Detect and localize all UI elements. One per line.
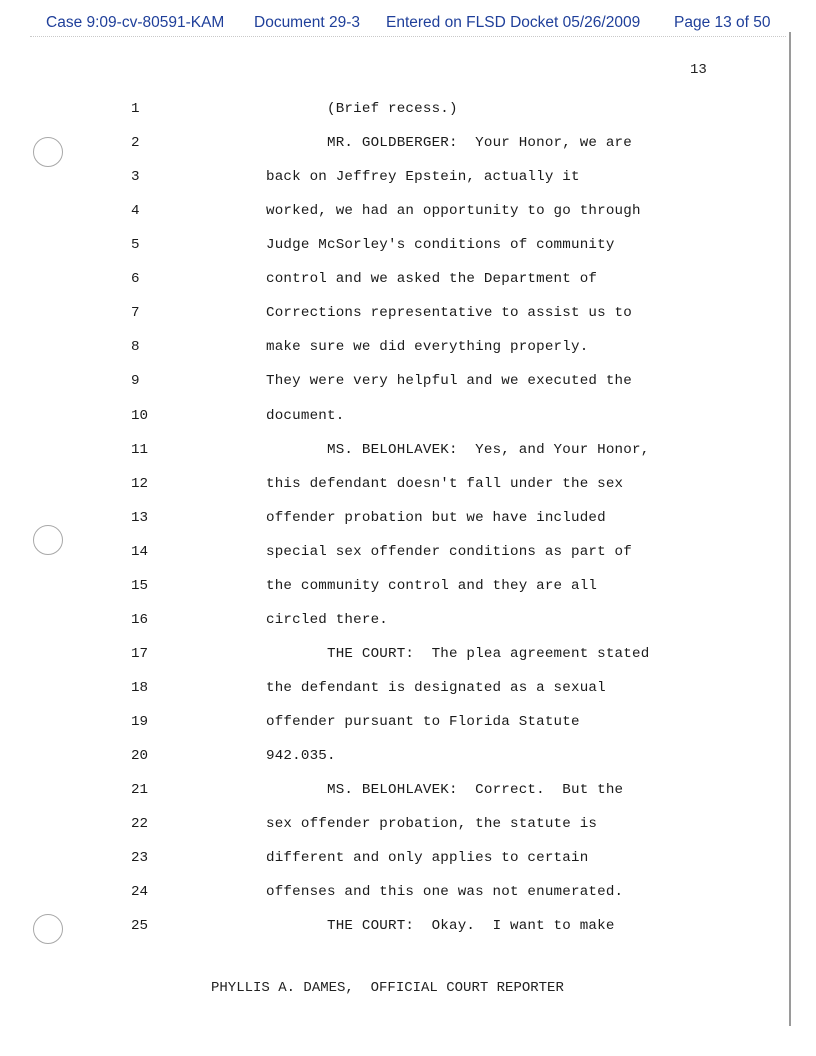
transcript-line <box>0 169 780 189</box>
line-number: 9 <box>131 373 140 390</box>
line-text: the defendant is designated as a sexual <box>266 680 606 697</box>
line-text: MS. BELOHLAVEK: Yes, and Your Honor, <box>327 441 650 458</box>
line-number: 19 <box>131 714 149 731</box>
line-number: 12 <box>131 475 149 492</box>
line-number: 18 <box>131 680 149 697</box>
transcript-line <box>0 714 780 734</box>
line-number: 16 <box>131 611 149 628</box>
document-number: Document 29-3 <box>254 14 360 31</box>
page-right-border <box>789 32 791 1026</box>
line-text: control and we asked the Department of <box>266 271 598 288</box>
line-text: make sure we did everything properly. <box>266 339 589 356</box>
line-text: THE COURT: The plea agreement stated <box>327 645 650 662</box>
header-divider <box>30 36 786 37</box>
transcript-line <box>0 918 780 938</box>
line-number: 10 <box>131 407 149 424</box>
line-text: They were very helpful and we executed the <box>266 373 632 390</box>
transcript-line <box>0 476 780 496</box>
line-text: MS. BELOHLAVEK: Correct. But the <box>327 782 624 799</box>
line-number: 2 <box>131 135 140 152</box>
line-text: back on Jeffrey Epstein, actually it <box>266 169 580 186</box>
line-number: 6 <box>131 271 140 288</box>
line-number: 4 <box>131 203 140 220</box>
footer-text: PHYLLIS A. DAMES, OFFICIAL COURT REPORTER <box>211 980 564 996</box>
docket-entry-date: Entered on FLSD Docket 05/26/2009 <box>386 14 641 31</box>
transcript-line <box>0 442 780 462</box>
line-number: 8 <box>131 339 140 356</box>
line-number: 22 <box>131 816 149 833</box>
transcript-line <box>0 782 780 802</box>
transcript-line <box>0 101 780 121</box>
line-text: Corrections representative to assist us to <box>266 305 632 322</box>
line-text: (Brief recess.) <box>327 101 458 117</box>
line-text: this defendant doesn't fall under the sex <box>266 475 624 492</box>
transcript-line <box>0 305 780 325</box>
transcript-line <box>0 748 780 768</box>
line-number: 17 <box>131 645 149 662</box>
line-text: special sex offender conditions as part of <box>266 543 632 560</box>
line-number: 25 <box>131 918 149 935</box>
line-text: Judge McSorley's conditions of community <box>266 237 615 254</box>
transcript-page-number: 13 <box>690 62 707 78</box>
transcript-line <box>0 884 780 904</box>
transcript-line <box>0 510 780 530</box>
line-number: 20 <box>131 748 149 765</box>
transcript-line <box>0 203 780 223</box>
line-text: the community control and they are all <box>266 577 598 594</box>
line-number: 5 <box>131 237 140 254</box>
transcript-line <box>0 544 780 564</box>
line-number: 7 <box>131 305 140 322</box>
transcript-line <box>0 612 780 632</box>
transcript-line <box>0 578 780 598</box>
line-number: 24 <box>131 884 149 901</box>
line-text: MR. GOLDBERGER: Your Honor, we are <box>327 135 632 152</box>
transcript-line <box>0 646 780 666</box>
transcript-line <box>0 339 780 359</box>
transcript-line <box>0 408 780 428</box>
line-text: sex offender probation, the statute is <box>266 816 598 833</box>
transcript-line <box>0 373 780 393</box>
line-text: document. <box>266 407 345 424</box>
transcript-line <box>0 237 780 257</box>
line-number: 15 <box>131 577 149 594</box>
case-number: Case 9:09-cv-80591-KAM <box>46 14 225 31</box>
line-number: 3 <box>131 169 140 186</box>
line-number: 14 <box>131 543 149 560</box>
line-number: 1 <box>131 101 140 117</box>
transcript-line <box>0 680 780 700</box>
line-text: offenses and this one was not enumerated. <box>266 884 624 901</box>
line-text: offender probation but we have included <box>266 509 606 526</box>
line-text: circled there. <box>266 611 388 628</box>
transcript-line <box>0 271 780 291</box>
line-text: worked, we had an opportunity to go through <box>266 203 641 220</box>
line-text: different and only applies to certain <box>266 850 589 867</box>
line-number: 23 <box>131 850 149 867</box>
transcript-line <box>0 816 780 836</box>
line-number: 21 <box>131 782 149 799</box>
transcript-line <box>0 135 780 155</box>
line-text: THE COURT: Okay. I want to make <box>327 918 615 935</box>
line-text: 942.035. <box>266 748 336 765</box>
line-text: offender pursuant to Florida Statute <box>266 714 580 731</box>
line-number: 11 <box>131 441 149 458</box>
line-number: 13 <box>131 509 149 526</box>
transcript-line <box>0 850 780 870</box>
page-of-total: Page 13 of 50 <box>674 14 771 31</box>
